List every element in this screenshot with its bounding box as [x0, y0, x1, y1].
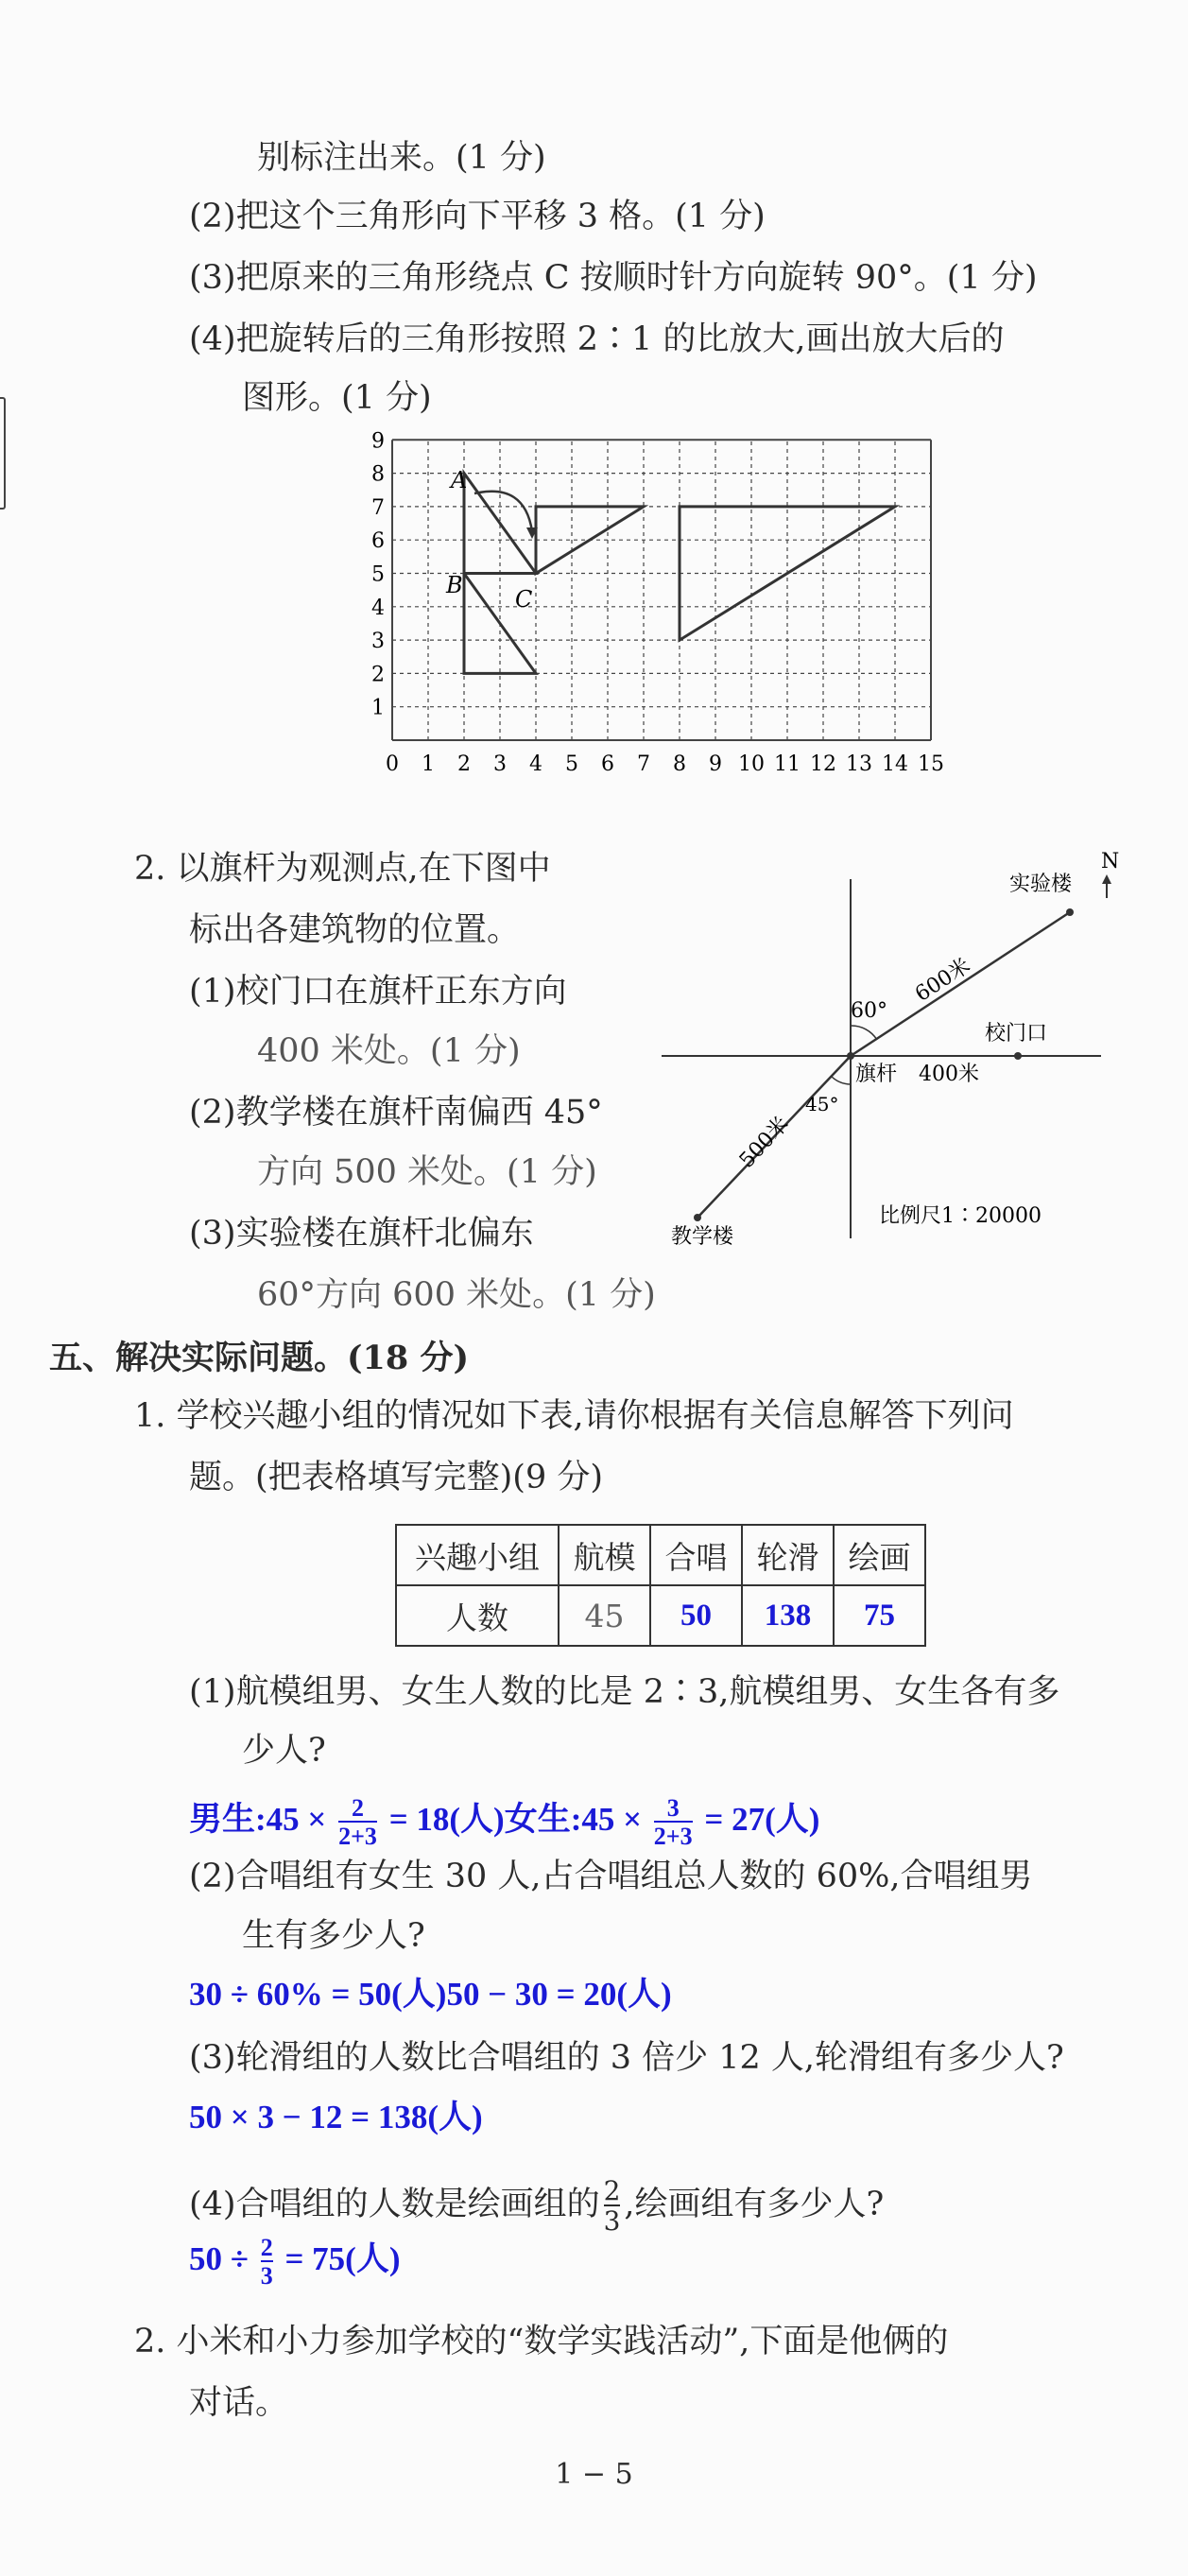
table-header-cell: 合唱 [650, 1525, 742, 1585]
rotation-arrow [474, 492, 532, 531]
y-tick-label: 2 [371, 663, 385, 687]
answer-3: 50 × 3 − 12 = 138(人) [189, 2099, 483, 2135]
school-gate-point [1014, 1052, 1022, 1060]
q2-item3-line1: (3)实验楼在旗杆北偏东 [189, 1215, 534, 1253]
lab-building-label: 实验楼 [1009, 873, 1073, 896]
fraction-denominator: 3 [260, 2261, 273, 2290]
sub4-text-a: (4)合唱组的人数是绘画组的 [189, 2186, 600, 2223]
q2-line1: 2. 以旗杆为观测点,在下图中 [134, 850, 551, 888]
x-tick-label: 9 [709, 752, 722, 776]
point-b-label: B [446, 572, 463, 598]
fraction-numerator: 2 [603, 2174, 621, 2206]
dist-500-label: 500米 [734, 1112, 794, 1173]
x-tick-label: 4 [529, 752, 542, 776]
x-tick-label: 14 [882, 752, 908, 776]
table-cell-answer: 138 [742, 1585, 834, 1646]
answer-2: 30 ÷ 60% = 50(人)50 − 30 = 20(人) [189, 1976, 672, 2013]
fraction-numerator: 3 [666, 1793, 680, 1822]
flagpole-label: 旗杆 [855, 1063, 898, 1086]
answer-1-fraction-2 [653, 1793, 693, 1850]
north-label: N [1101, 850, 1120, 873]
grid-figure [359, 429, 945, 804]
x-tick-label: 12 [810, 752, 836, 776]
interest-group-table [395, 1524, 926, 1647]
q2-item2-line1: (2)教学楼在旗杆南偏西 45° [189, 1094, 603, 1132]
answer-4-part-a: 50 ÷ [189, 2240, 249, 2277]
q1-item-2: (2)把这个三角形向下平移 3 格。(1 分) [189, 198, 766, 235]
point-a-label: A [451, 467, 468, 493]
fraction-numerator: 2 [352, 1793, 365, 1822]
school-gate-label: 校门口 [985, 1022, 1048, 1046]
x-tick-label: 13 [846, 752, 872, 776]
angle-45-arc [832, 1077, 851, 1084]
x-tick-label: 1 [422, 752, 435, 776]
lab-building-point [1066, 908, 1074, 916]
q2-line2: 标出各建筑物的位置。 [189, 911, 521, 949]
flagpole-point [847, 1052, 854, 1060]
q1-item-3: (3)把原来的三角形绕点 C 按顺时针方向旋转 90°。(1 分) [189, 259, 1038, 297]
dist-400-label: 400米 [919, 1063, 979, 1086]
answer-1-part-a: 男生:45 × [189, 1801, 327, 1838]
fraction-numerator: 2 [260, 2233, 273, 2261]
page-number: 1 − 5 [555, 2458, 633, 2491]
s5-q2-line2: 对话。 [189, 2384, 289, 2422]
table-cell-answer: 50 [650, 1585, 742, 1646]
q1-item-4-line1: (4)把旋转后的三角形按照 2∶1 的比放大,画出放大后的 [189, 320, 1005, 358]
q2-item3-line2: 60°方向 600 米处。(1 分) [257, 1276, 656, 1314]
x-tick-label: 7 [637, 752, 650, 776]
table-row [396, 1585, 925, 1646]
s5-sub4 [189, 2174, 884, 2235]
grid-x-tick-labels [386, 752, 944, 776]
table-header-cell: 兴趣小组 [396, 1525, 559, 1585]
answer-1-fraction-1 [338, 1793, 377, 1850]
sub4-fraction [603, 2174, 621, 2237]
table-row-label: 人数 [396, 1585, 559, 1646]
y-tick-label: 9 [371, 429, 385, 454]
teaching-building-label: 教学楼 [671, 1225, 734, 1249]
x-tick-label: 3 [493, 752, 507, 776]
fraction-denominator: 2+3 [653, 1822, 693, 1850]
table-header-cell: 绘画 [834, 1525, 925, 1585]
x-tick-label: 5 [565, 752, 578, 776]
answer-4 [189, 2229, 400, 2290]
y-tick-label: 4 [371, 596, 385, 620]
north-arrow-head [1102, 874, 1111, 884]
teaching-building-point [694, 1214, 701, 1221]
x-tick-label: 15 [918, 752, 944, 776]
fraction-denominator: 3 [603, 2204, 621, 2237]
point-c-label: C [515, 586, 533, 613]
x-tick-label: 10 [738, 752, 765, 776]
answer-1-part-b: = 18(人)女生:45 × [388, 1801, 643, 1838]
y-tick-label: 3 [371, 630, 385, 654]
s5-sub1-line2: 少人? [242, 1732, 326, 1770]
answer-4-fraction [260, 2233, 273, 2290]
answer-4-part-b: = 75(人) [284, 2240, 401, 2277]
table-header-cell: 航模 [559, 1525, 650, 1585]
s5-q1-line2: 题。(把表格填写完整)(9 分) [189, 1459, 604, 1496]
s5-q2-line1: 2. 小米和小力参加学校的“数学实践活动”,下面是他俩的 [134, 2323, 949, 2360]
x-tick-label: 6 [601, 752, 614, 776]
q2-item2-line2: 方向 500 米处。(1 分) [257, 1153, 597, 1191]
y-tick-label: 6 [371, 529, 385, 554]
fraction-denominator: 2+3 [338, 1822, 377, 1850]
angle-45-label: 45° [805, 1093, 839, 1115]
x-tick-label: 2 [457, 752, 471, 776]
y-tick-label: 8 [371, 462, 385, 487]
s5-q1-line1: 1. 学校兴趣小组的情况如下表,请你根据有关信息解答下列问 [134, 1397, 1014, 1435]
q2-item1-line2: 400 米处。(1 分) [257, 1032, 521, 1070]
y-tick-label: 5 [371, 562, 385, 587]
answer-1 [189, 1787, 819, 1853]
scale-label: 比例尺1∶20000 [879, 1204, 1042, 1228]
x-tick-label: 11 [774, 752, 801, 776]
page-edge-mark [0, 397, 6, 510]
answer-1-part-c: = 27(人) [704, 1801, 820, 1838]
x-tick-label: 8 [673, 752, 686, 776]
section5-heading: 五、解决实际问题。(18 分) [49, 1339, 470, 1377]
s5-sub2-line1: (2)合唱组有女生 30 人,占合唱组总人数的 60%,合唱组男 [189, 1858, 1033, 1895]
dist-600-label: 600米 [911, 954, 975, 1007]
table-cell-answer: 75 [834, 1585, 925, 1646]
grid-y-tick-labels [371, 429, 385, 719]
q1-continuation-text: 别标注出来。(1 分) [257, 139, 546, 177]
x-tick-label: 0 [386, 752, 399, 776]
s5-sub2-line2: 生有多少人? [242, 1917, 425, 1955]
y-tick-label: 1 [371, 696, 385, 720]
table-header-row [396, 1525, 925, 1585]
sub4-text-b: ,绘画组有多少人? [624, 2186, 885, 2223]
table-cell-given: 45 [559, 1585, 650, 1646]
angle-60-label: 60° [851, 999, 887, 1023]
compass-figure [662, 841, 1120, 1267]
table-header-cell: 轮滑 [742, 1525, 834, 1585]
q1-item-4-line2: 图形。(1 分) [242, 379, 432, 417]
angle-60-arc [851, 1026, 877, 1040]
y-tick-label: 7 [371, 495, 385, 520]
s5-sub3: (3)轮滑组的人数比合唱组的 3 倍少 12 人,轮滑组有多少人? [189, 2039, 1064, 2077]
s5-sub1-line1: (1)航模组男、女生人数的比是 2∶3,航模组男、女生各有多 [189, 1673, 1060, 1711]
q2-item1-line1: (1)校门口在旗杆正东方向 [189, 973, 567, 1011]
